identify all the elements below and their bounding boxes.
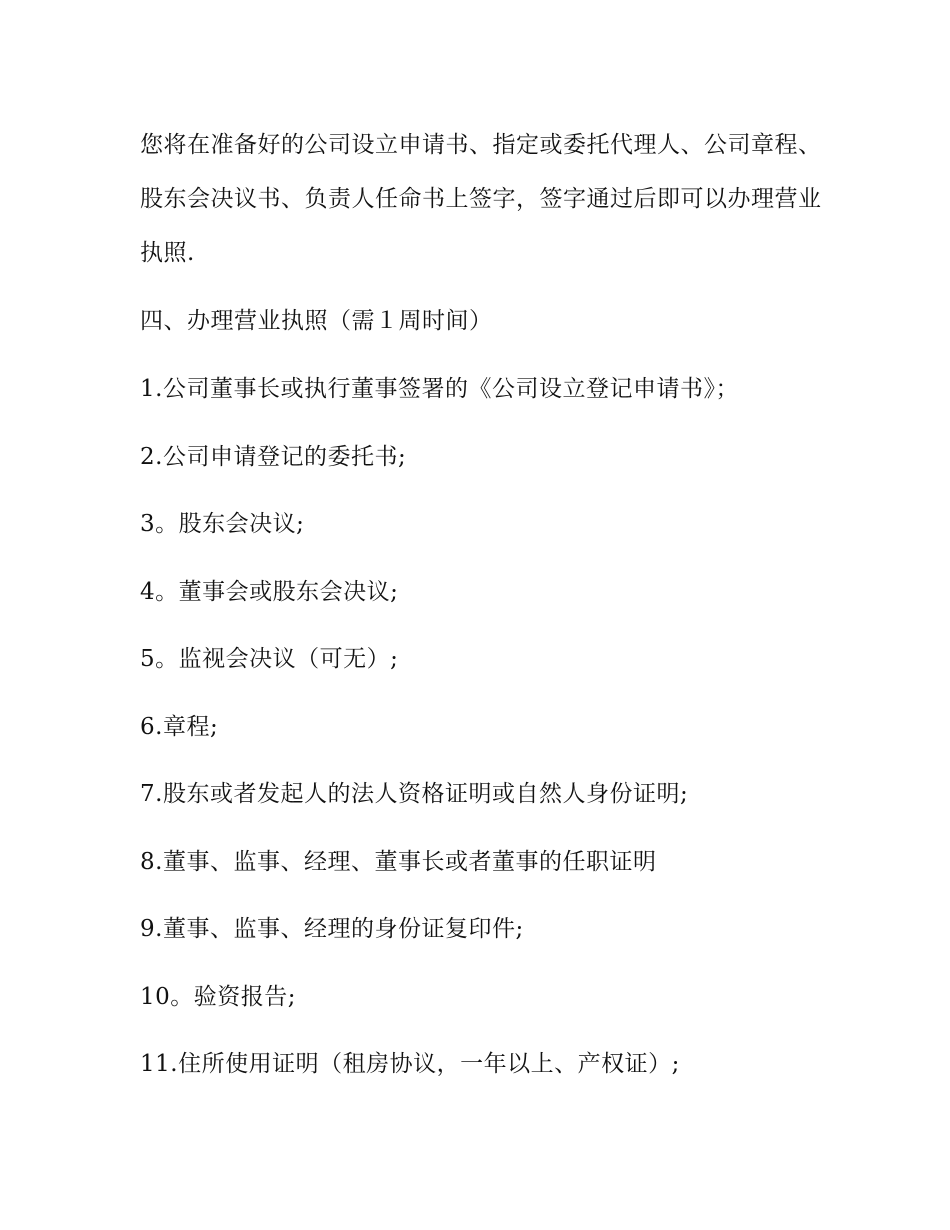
- list-item: 10。验资报告;: [140, 983, 297, 1010]
- intro-paragraph: 您将在准备好的公司设立申请书、指定或委托代理人、公司章程、股东会决议书、负责人任命书上签字，签字通过后即可以办理营业执照.: [140, 132, 822, 266]
- document-body: [140, 118, 830, 1105]
- list-item: 9.董事、监事、经理的身份证复印件;: [140, 916, 524, 942]
- required-documents-list: [140, 362, 830, 1091]
- list-item: 6.章程;: [140, 713, 219, 740]
- list-item: 5。监视会决议（可无）;: [140, 646, 399, 672]
- list-item: 1.公司董事长或执行董事签署的《公司设立登记申请书》；: [140, 376, 739, 402]
- section-heading: 四、办理营业执照（需１周时间）: [140, 308, 493, 334]
- list-item: 8.董事、监事、经理、董事长或者董事的任职证明: [140, 848, 657, 875]
- list-item: 4。董事会或股东会决议;: [140, 578, 399, 605]
- list-item: 3。股东会决议;: [140, 511, 305, 537]
- list-item: 11.住所使用证明（租房协议，一年以上、产权证）;: [140, 1051, 680, 1077]
- list-item: 7.股东或者发起人的法人资格证明或自然人身份证明;: [140, 781, 689, 807]
- list-item: 2.公司申请登记的委托书;: [140, 443, 407, 470]
